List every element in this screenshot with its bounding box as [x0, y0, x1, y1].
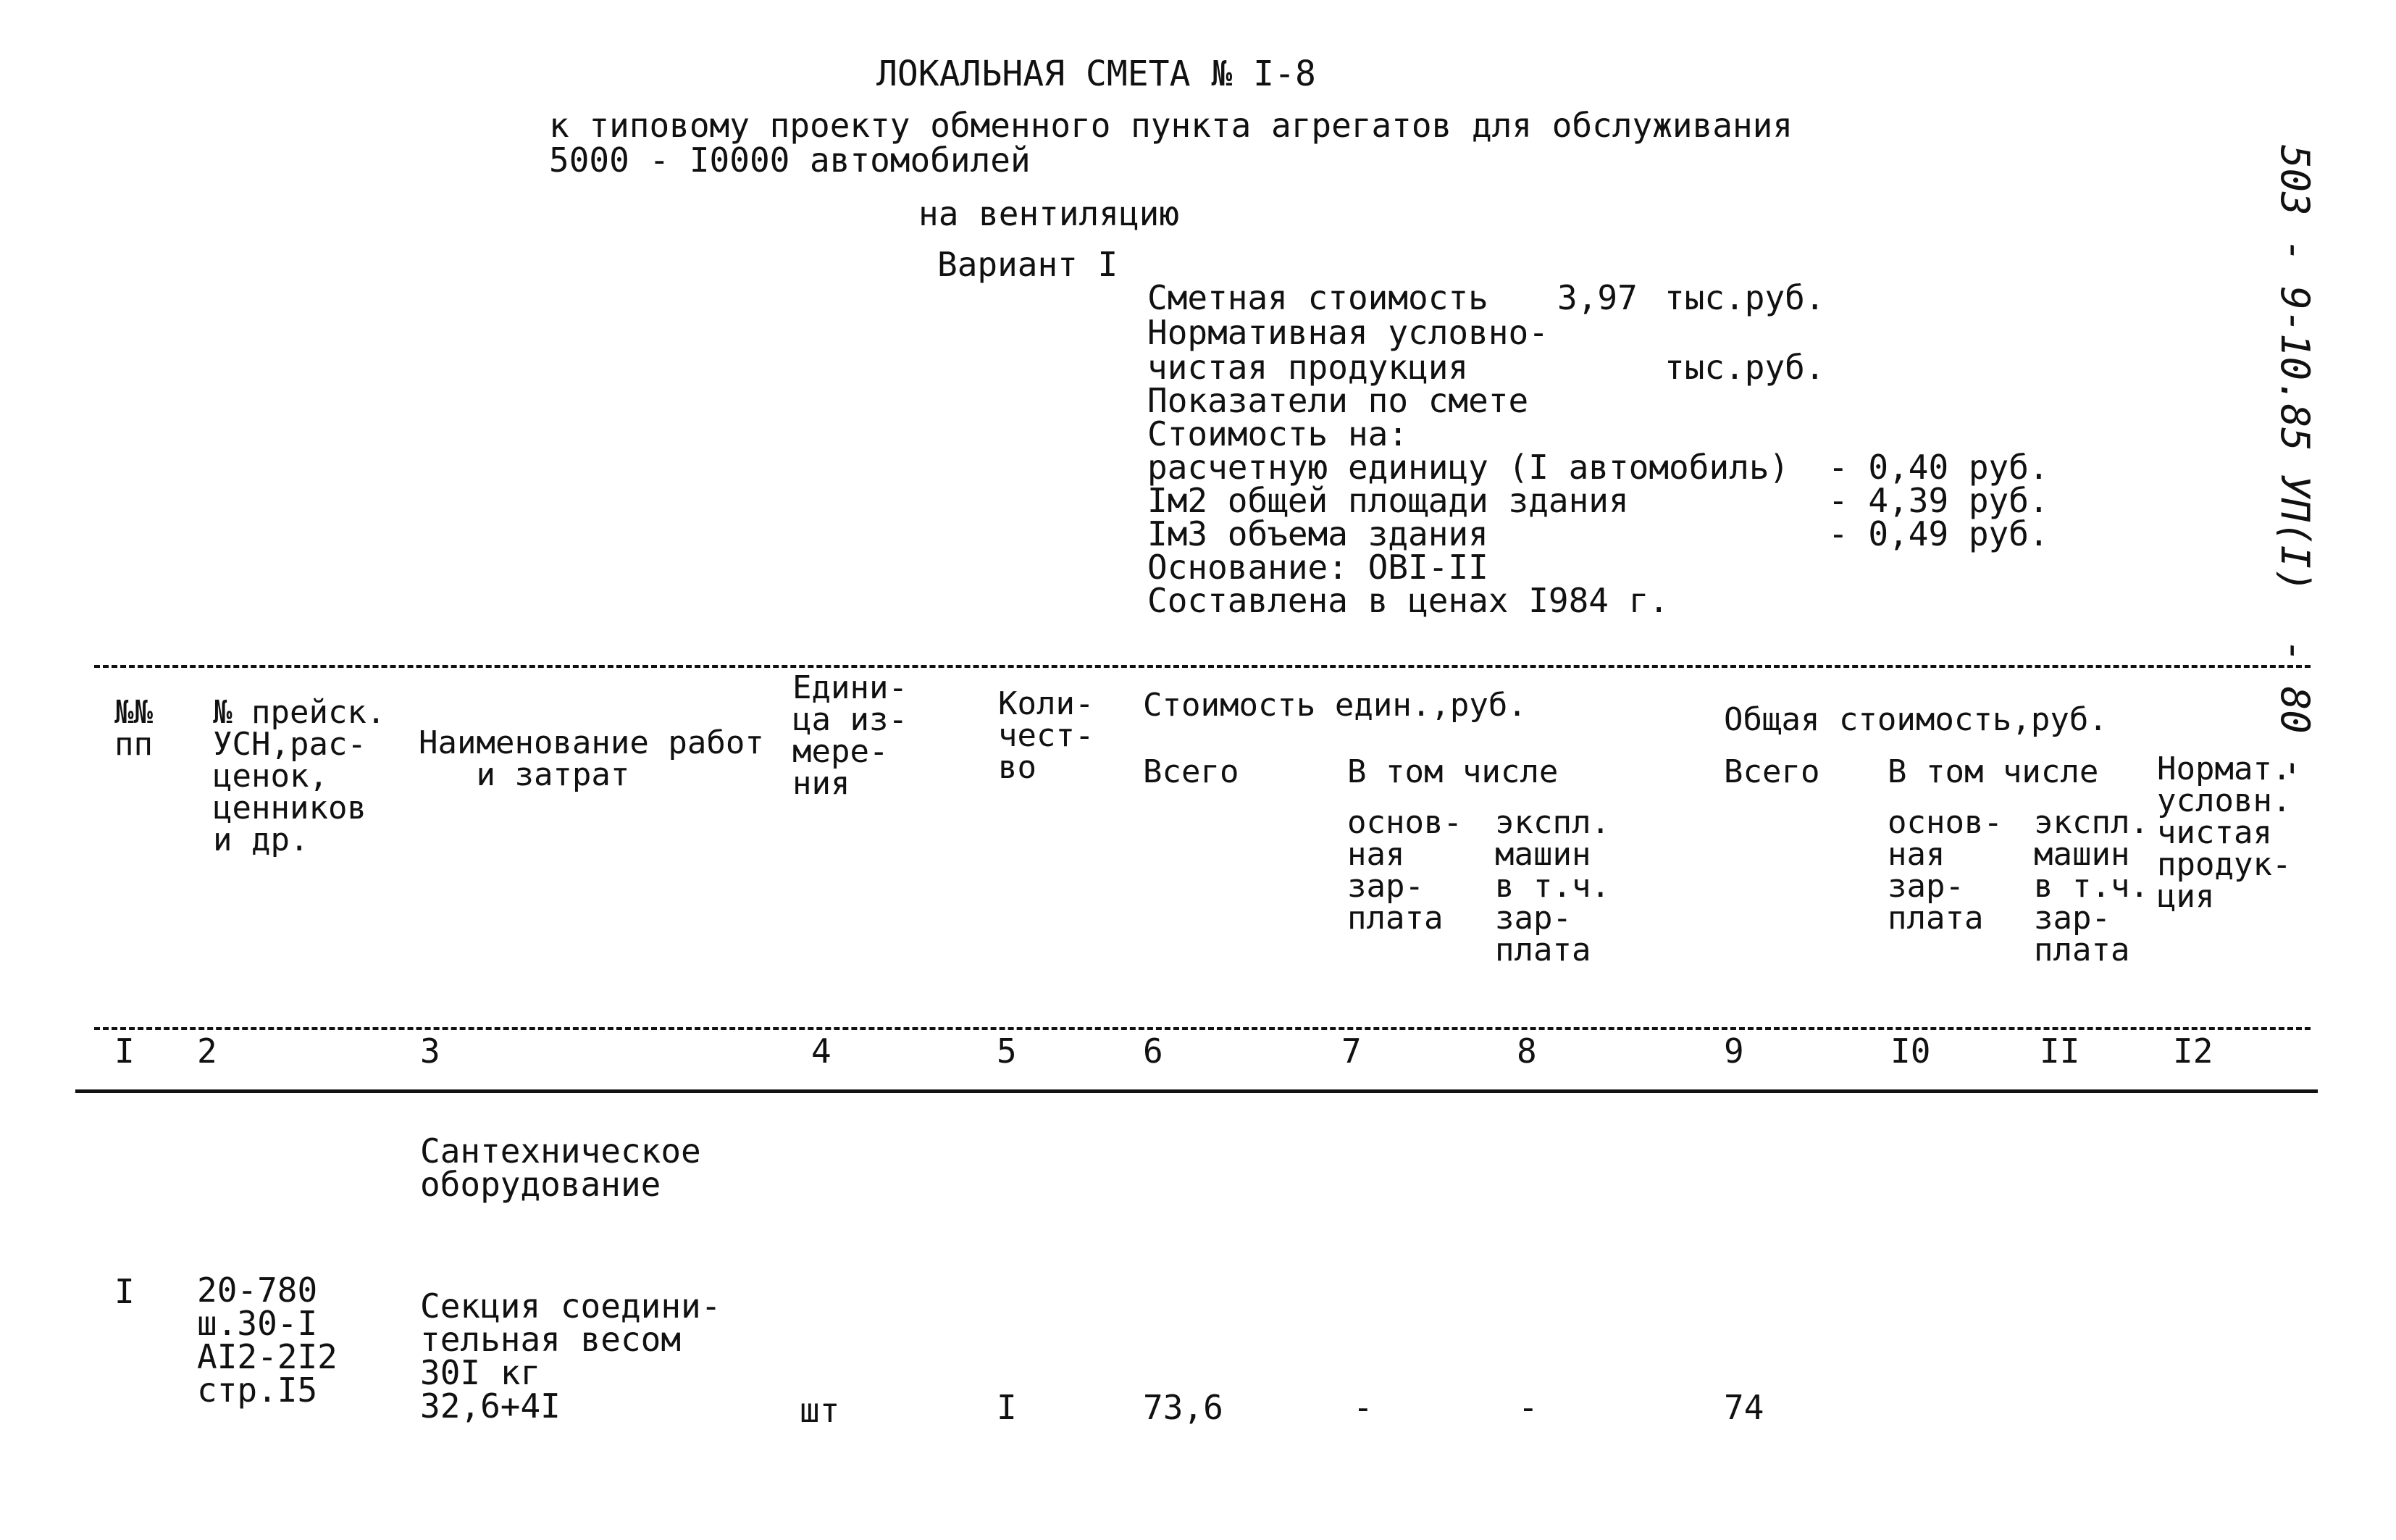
header-total-cost: Общая стоимость,руб. [1724, 701, 2108, 738]
col-number: 9 [1724, 1031, 1744, 1071]
header-unit-machines: экспл. машин в т.ч. зар- плата [1495, 804, 1610, 968]
header-bottom-rule [94, 1027, 2311, 1030]
variant: Вариант I [937, 245, 1118, 284]
col-number: 3 [420, 1031, 440, 1071]
row-work-name: Секция соедини- тельная весом 30I кг 32,6+4I [420, 1286, 721, 1426]
row-unit-machines: - [1518, 1388, 1538, 1427]
summary-per-m2-label: Iм2 общей площади здания [1147, 481, 1629, 520]
col-number: I0 [1890, 1031, 1931, 1071]
summary-prices: Составлена в ценах I984 г. [1147, 581, 1670, 620]
header-col-2: № прейск. УСН,рас- ценок, ценников и др. [213, 694, 386, 858]
subtitle-line-2: 5000 - I0000 автомобилей [549, 141, 1031, 180]
col-number: 8 [1517, 1031, 1537, 1071]
col-number: II [2040, 1031, 2080, 1071]
summary-per-unit-label: расчетную единицу (I автомобиль) [1147, 448, 1790, 487]
summary-per-m3-label: Iм3 объема здания [1147, 514, 1488, 553]
header-col-1: №№ пп [114, 694, 153, 763]
header-unit-incl: В том числе [1347, 753, 1559, 790]
row-unit: шт [800, 1391, 840, 1430]
col-number: I [114, 1031, 135, 1071]
row-total: 74 [1724, 1388, 1764, 1427]
section-heading: Сантехническое оборудование [420, 1131, 701, 1204]
header-total-base-wage: основ- ная зар- плата [1888, 804, 2003, 937]
col-number: 6 [1143, 1031, 1163, 1071]
summary-cost-label: Сметная стоимость [1147, 278, 1488, 317]
document-title: ЛОКАЛЬНАЯ СМЕТА № I-8 [876, 54, 1316, 94]
summary-per-unit-value: - 0,40 руб. [1828, 448, 2049, 487]
summary-indicators: Показатели по смете [1147, 381, 1529, 420]
header-unit-base-wage: основ- ная зар- плата [1347, 804, 1462, 937]
header-unit-cost: Стоимость един.,руб. [1143, 687, 1527, 724]
summary-per-m2-value: - 4,39 руб. [1828, 481, 2049, 520]
summary-norm-label-1: Нормативная условно- [1147, 313, 1549, 352]
col-number: 2 [197, 1031, 217, 1071]
col-number: 7 [1341, 1031, 1362, 1071]
header-total-all: Всего [1724, 753, 1820, 790]
purpose: на вентиляцию [918, 194, 1180, 233]
header-total-incl: В том числе [1888, 753, 2099, 790]
col-number: I2 [2173, 1031, 2213, 1071]
header-col-5: Коли- чест- во [998, 685, 1094, 786]
summary-norm-unit: тыс.руб. [1664, 348, 1825, 387]
table-top-rule [94, 665, 2311, 668]
summary-norm-label-2: чистая продукция [1147, 348, 1469, 387]
row-quantity: I [997, 1388, 1017, 1427]
summary-cost-per: Стоимость на: [1147, 414, 1409, 453]
header-col-3: Наименование работ и затрат [419, 724, 764, 793]
row-reference: 20-780 ш.30-I АI2-2I2 стр.I5 [197, 1271, 338, 1410]
summary-cost-value: 3,97 [1557, 278, 1638, 317]
row-unit-wage: - [1353, 1388, 1373, 1427]
row-unit-total: 73,6 [1143, 1388, 1223, 1427]
col-number: 4 [811, 1031, 832, 1071]
header-col-4: Едини- ца из- мере- ния [792, 669, 908, 802]
col-number: 5 [997, 1031, 1017, 1071]
summary-per-m3-value: - 0,49 руб. [1828, 514, 2049, 553]
summary-basis: Основание: ОВI-II [1147, 548, 1488, 587]
row-number: I [114, 1272, 135, 1311]
summary-cost-unit: тыс.руб. [1664, 278, 1825, 317]
subtitle-line-1: к типовому проекту обменного пункта агрегатов для обслуживания [549, 106, 1793, 145]
header-total-machines: экспл. машин в т.ч. зар- плата [2034, 804, 2149, 968]
column-numbers-rule [75, 1089, 2318, 1093]
header-col-12: Нормат. условн. чистая продук- ция [2157, 750, 2292, 915]
header-unit-all: Всего [1143, 753, 1239, 790]
side-document-code: 503 - 9-10.85 УП(I) - 80 - [2272, 145, 2318, 781]
